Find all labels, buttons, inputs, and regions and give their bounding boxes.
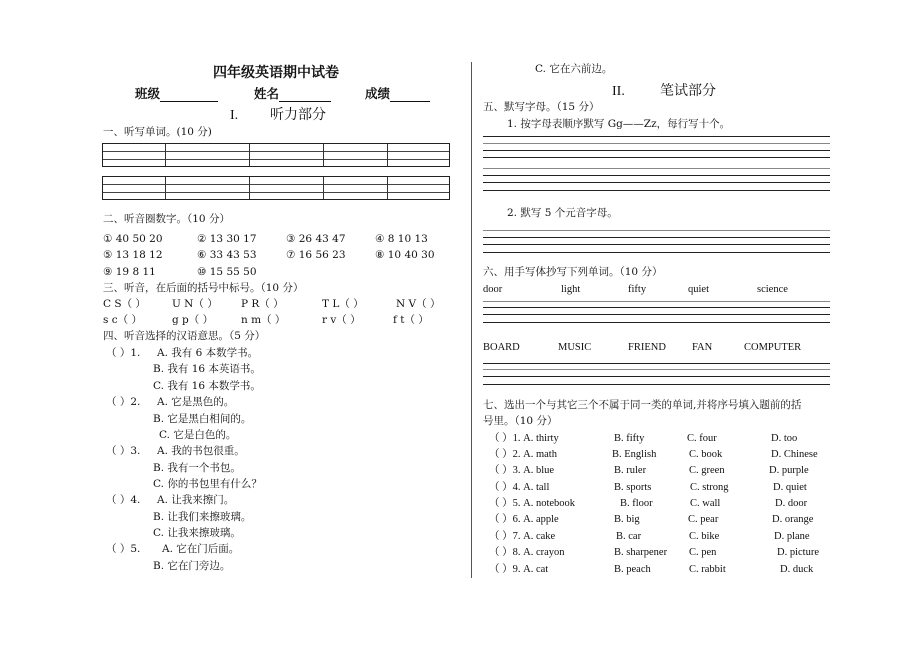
q7-item-d: D. purple (769, 465, 809, 476)
q7-title-line2: 号里。（10 分） (483, 415, 558, 427)
q7-item-a: （ ）4. A. tall (489, 482, 550, 493)
q4-option-a: A. 它在门后面。 (162, 543, 240, 555)
copy-word: FAN (692, 342, 713, 353)
q4-option-a: A. 我有 6 本数学书。 (157, 347, 259, 359)
q4-option-b: B. 我有一个书包。 (153, 462, 241, 474)
q7-item-b: B. floor (620, 498, 653, 509)
q3-item: T L（ ） (322, 298, 364, 310)
q7-item-a: （ ）6. A. apple (489, 514, 559, 525)
q2-option: ⑦ 16 56 23 (286, 249, 346, 261)
q7-item-c: C. rabbit (689, 564, 726, 575)
q2-option: ③ 26 43 47 (286, 233, 346, 245)
q7-item-c: C. pear (688, 514, 719, 525)
q7-item-d: D. duck (780, 564, 814, 575)
name-field (254, 84, 331, 102)
q7-item-c: C. wall (690, 498, 721, 509)
part1-title: 听力部分 (270, 107, 326, 123)
q3-item: r v（ ） (322, 314, 361, 326)
copy-word: science (757, 284, 788, 295)
q7-item-c: C. bike (689, 531, 720, 542)
q4-option-b: B. 它是黑白相间的。 (153, 413, 252, 425)
copy-word: light (561, 284, 581, 295)
q7-item-d: D. quiet (773, 482, 807, 493)
score-label: 成绩 (365, 86, 391, 101)
q4-option-c: C. 让我来擦玻璃。 (153, 527, 241, 539)
q4-option-b: B. 我有 16 本英语书。 (153, 363, 261, 375)
class-blank[interactable] (160, 89, 218, 102)
q2-option: ⑧ 10 40 30 (375, 249, 435, 261)
copy-word: BOARD (483, 342, 520, 353)
q7-item-a: （ ）5. A. notebook (489, 498, 576, 509)
q7-item-a: （ ）1. A. thirty (489, 433, 559, 444)
column-divider (471, 62, 472, 578)
name-label: 姓名 (254, 86, 280, 101)
q7-item-d: D. Chinese (771, 449, 818, 460)
score-blank[interactable] (390, 89, 430, 102)
q7-item-c: C. pen (689, 547, 717, 558)
q4-option-c: C. 你的书包里有什么？ (153, 478, 262, 490)
q7-item-a: （ ）8. A. crayon (489, 547, 565, 558)
letter-writing-lines[interactable] (483, 136, 830, 192)
q7-item-d: D. door (775, 498, 808, 509)
q7-title-line1: 七、选出一个与其它三个不属于同一类的单词,并将序号填入题前的括 (483, 399, 802, 411)
q7-item-b: B. ruler (614, 465, 647, 476)
q5-sub2: 2. 默写 5 个元音字母。 (507, 207, 618, 219)
q4-option-a: A. 我的书包很重。 (157, 445, 245, 457)
vowel-writing-lines[interactable] (483, 230, 830, 254)
copy-lines-2[interactable] (483, 363, 830, 387)
q7-item-c: C. strong (690, 482, 729, 493)
q3-item: C S（ ） (103, 298, 146, 310)
q7-item-c: C. book (689, 449, 723, 460)
q3-title: 三、听音，在后面的括号中标号。（10 分） (103, 282, 304, 294)
class-field (135, 84, 218, 102)
part1-heading (230, 104, 326, 124)
q2-option: ⑥ 33 43 53 (197, 249, 257, 261)
class-label: 班级 (135, 86, 161, 101)
q7-item-b: B. fifty (614, 433, 645, 444)
q7-item-c: C. four (687, 433, 717, 444)
copy-word: MUSIC (558, 342, 592, 353)
q4-option-a: A. 它是黑色的。 (157, 396, 235, 408)
dictation-grid-1[interactable] (102, 143, 450, 167)
q1-title: 一、听写单词。(10 分) (103, 126, 212, 138)
q2-option: ⑤ 13 18 12 (103, 249, 163, 261)
copy-word: COMPUTER (744, 342, 802, 353)
q2-option: ② 13 30 17 (197, 233, 257, 245)
q7-item-b: B. sports (614, 482, 652, 493)
q7-item-a: （ ）3. A. blue (489, 465, 555, 476)
q7-item-d: D. picture (777, 547, 819, 558)
part2-roman: II. (612, 84, 625, 99)
q7-item-c: C. green (689, 465, 725, 476)
q2-option: ④ 8 10 13 (375, 233, 428, 245)
q3-item: g p（ ） (172, 314, 214, 326)
q7-item-b: B. car (616, 531, 642, 542)
q4-number: （ ）5. (106, 543, 141, 555)
q3-item: N V（ ） (396, 298, 441, 310)
q3-item: s c（ ） (103, 314, 142, 326)
part2-title: 笔试部分 (660, 83, 716, 99)
name-blank[interactable] (279, 89, 331, 102)
q7-item-d: D. orange (772, 514, 814, 525)
part2-heading (612, 80, 716, 100)
part1-roman: I. (230, 108, 239, 123)
q2-option: ⑨ 19 8 11 (103, 266, 156, 278)
q4-option-c: C. 我有 16 本数学书。 (153, 380, 261, 392)
copy-word: fifty (628, 284, 647, 295)
q4-option-c: C. 它是白色的。 (159, 429, 237, 441)
copy-word: FRIEND (628, 342, 666, 353)
copy-word: door (483, 284, 503, 295)
copy-lines-1[interactable] (483, 301, 830, 325)
score-field (365, 84, 430, 102)
q2-title: 二、听音圈数字。（10 分） (103, 213, 230, 225)
q7-item-b: B. English (612, 449, 657, 460)
q6-title: 六、用手写体抄写下列单词。（10 分） (483, 266, 663, 278)
q7-item-d: D. too (771, 433, 798, 444)
q4-number: （ ）3. (106, 445, 141, 457)
q7-item-a: （ ）9. A. cat (489, 564, 549, 575)
q4-number: （ ）1. (106, 347, 141, 359)
q2-option: ⑩ 15 55 50 (197, 266, 257, 278)
q7-item-b: B. peach (614, 564, 651, 575)
q4-option-a: A. 让我来擦门。 (157, 494, 235, 506)
q5-sub1: 1. 按字母表顺序默写 Gg——Zz，每行写十个。 (507, 118, 731, 130)
q4-option-c: C. 它在六前边。 (535, 63, 613, 75)
q3-item: P R（ ） (241, 298, 284, 310)
q3-item: n m（ ） (241, 314, 286, 326)
q7-item-d: D. plane (774, 531, 810, 542)
q4-number: （ ）2. (106, 396, 141, 408)
q4-option-b: B. 让我们来擦玻璃。 (153, 511, 252, 523)
q4-number: （ ）4. (106, 494, 141, 506)
q7-item-b: B. big (614, 514, 640, 525)
q3-item: U N（ ） (172, 298, 218, 310)
q7-item-b: B. sharpener (614, 547, 668, 558)
q2-option: ① 40 50 20 (103, 233, 163, 245)
q4-title: 四、听音选择的汉语意思。（5 分） (103, 330, 266, 342)
copy-word: quiet (688, 284, 709, 295)
q7-item-a: （ ）2. A. math (489, 449, 557, 460)
q3-item: f t（ ） (393, 314, 429, 326)
exam-title: 四年级英语期中试卷 (213, 65, 339, 81)
q4-option-b: B. 它在门旁边。 (153, 560, 231, 572)
q7-item-a: （ ）7. A. cake (489, 531, 556, 542)
dictation-grid-2[interactable] (102, 176, 450, 200)
q5-title: 五、默写字母。（15 分） (483, 101, 600, 113)
